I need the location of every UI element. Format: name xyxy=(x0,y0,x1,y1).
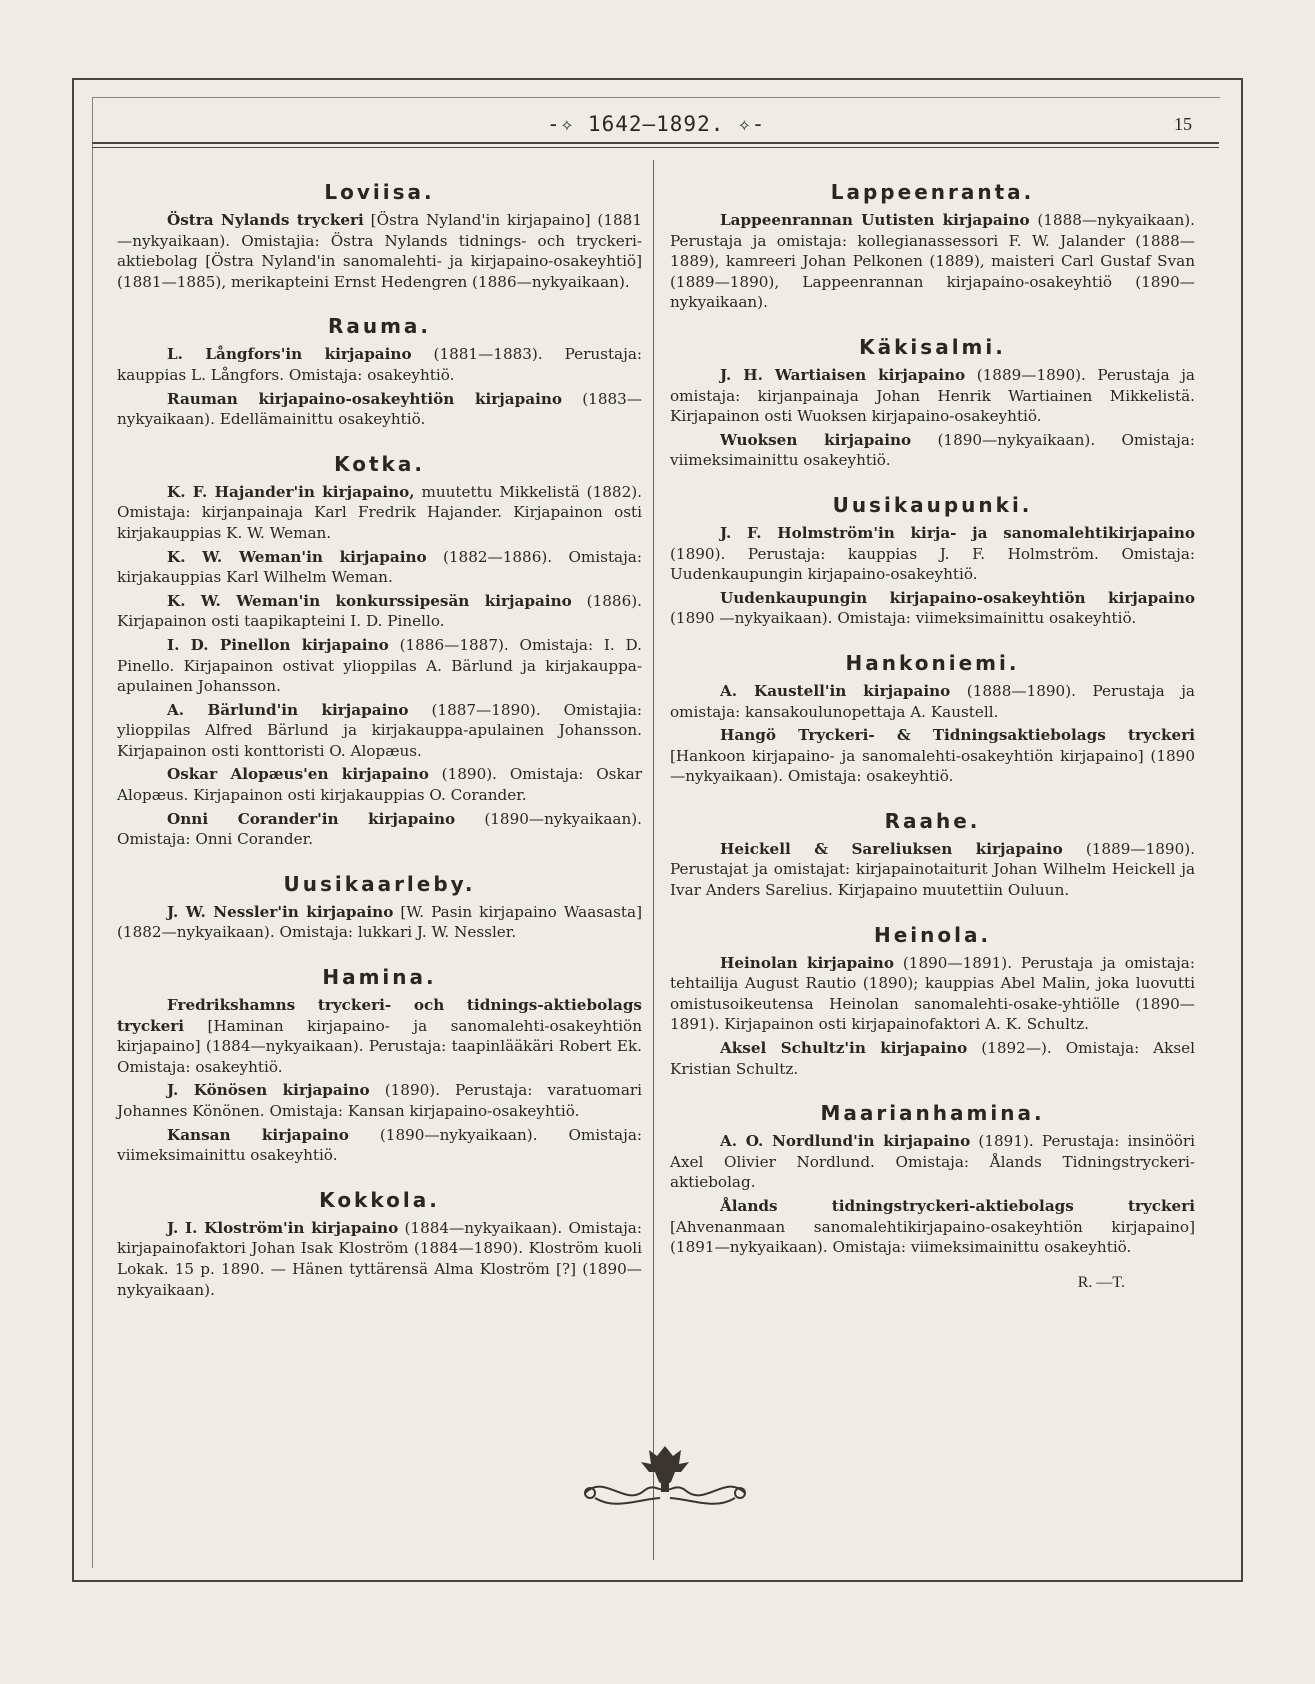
entry-text: (1886). Kirjapainon osti taapikapteini I. D. Pinello. xyxy=(117,591,642,631)
entry-text: (1888—nykyaikaan). Perustaja ja omistaja: kollegianassessori F. W. Jalander (1888—1889), kamreeri Johan Pelkonen (1889), maisteri Carl Gustaf Svan (1889—1890), Lappeenrannan kirjapaino-osakeyhtiö (1890—nykyaikaan). xyxy=(670,211,1195,312)
printer-name: Lappeenrannan Uutisten kirjapaino xyxy=(720,211,1030,229)
right-column xyxy=(670,172,1195,1292)
section-title: Kotka. xyxy=(334,451,425,476)
eagle-ornament-icon xyxy=(565,1438,765,1518)
entry-text: (1886—1887). Omistaja: I. D. Pinello. Kirjapainon ostivat ylioppilas A. Bärlund ja kirjakauppa-apulainen Johansson. xyxy=(117,635,643,696)
author-signature: R. —T. xyxy=(1077,1273,1125,1291)
entry-text: [W. Pasin kirjapaino Waasasta] (1882—nykyaikaan). Omistaja: lukkari J. W. Nessler. xyxy=(117,902,642,942)
entry-text: (1890). Perustaja: kauppias J. F. Holmström. Omistaja: Uudenkaupungin kirjapaino-osakeyhtiö. xyxy=(670,544,1195,584)
section-title: Hamina. xyxy=(322,965,437,990)
page-number: 15 xyxy=(1174,114,1192,134)
printer-entry xyxy=(117,389,642,430)
printer-entry xyxy=(117,482,642,544)
left-column xyxy=(117,172,642,1303)
printer-entry xyxy=(670,681,1195,722)
printer-entry xyxy=(117,700,642,762)
entry-text: (1890—nykyaikaan). Omistaja: viimeksimainittu osakeyhtiö. xyxy=(117,1125,642,1165)
entry-text: (1890 —nykyaikaan). Omistaja: viimeksimainittu osakeyhtiö. xyxy=(670,609,1137,628)
printer-entry xyxy=(117,344,642,385)
entry-text: (1883—nykyaikaan). Edellämainittu osakeyhtiö. xyxy=(117,389,642,429)
entry-text: (1888—1890). Perustaja ja omistaja: kansakoulunopettaja A. Kaustell. xyxy=(670,681,1195,721)
section-title: Hankoniemi. xyxy=(845,650,1020,675)
printer-entry xyxy=(670,725,1195,787)
printer-entry xyxy=(670,1131,1195,1193)
entry-text: [Ahvenanmaan sanomalehtikirjapaino-osakeyhtiön kirjapaino] (1891—nykyaikaan). Omistaja: viimeksimainittu osakeyhtiö. xyxy=(670,1217,1195,1257)
entry-text: (1882—1886). Omistaja: kirjakauppias Karl Wilhelm Weman. xyxy=(117,547,642,587)
entry-text: (1890). Omistaja: Oskar Alopæus. Kirjapainon osti kirjakauppias O. Corander. xyxy=(117,765,642,805)
printer-name: I. D. Pinellon kirjapaino xyxy=(167,635,389,654)
printer-entry xyxy=(670,430,1195,471)
printer-entry xyxy=(670,523,1195,585)
printer-entry xyxy=(117,902,642,943)
printer-entry xyxy=(670,1196,1195,1258)
entry-text: (1890—1891). Perustaja ja omistaja: tehtailija August Rautio (1890); kauppias Abel Malin, joka luovutti omistusoikeutensa Heinolan sanomalehti-osake-yhtiölle (1890—1891). Kirjapainon osti kirjapainofaktori A. K. Schultz. xyxy=(670,953,1195,1034)
section-title: Loviisa. xyxy=(324,180,435,204)
printer-name: Rauman kirjapaino-osakeyhtiön kirjapaino xyxy=(167,389,563,408)
printer-name: A. O. Nordlund'in kirjapaino xyxy=(720,1132,971,1151)
printer-name: Onni Corander'in kirjapaino xyxy=(167,809,456,828)
entry-text: (1884—nykyaikaan). Omistaja: kirjapainofaktori Johan Isak Kloström (1884—1890). Kloström kuoli Lokak. 15 p. 1890. — Hänen tyttärensä Alma Kloström [?] (1890—nykyaikaan). xyxy=(117,1218,642,1299)
printer-name: J. W. Nessler'in kirjapaino xyxy=(167,902,394,921)
printer-entry xyxy=(117,764,642,805)
section-title: Lappeenranta. xyxy=(830,180,1035,204)
entry-text: (1890—nykyaikaan). Omistaja: viimeksimainittu osakeyhtiö. xyxy=(670,430,1195,470)
printer-entry xyxy=(117,1125,642,1166)
printer-name: J. Könösen kirjapaino xyxy=(167,1081,370,1100)
printer-name: A. Bärlund'in kirjapaino xyxy=(167,700,409,719)
printer-name: L. Långfors'in kirjapaino xyxy=(167,345,412,364)
entry-text: muutettu Mikkelistä (1882). Omistaja: kirjanpainaja Karl Fredrik Hajander. Kirjapainon osti kirjakauppias K. W. Weman. xyxy=(117,482,642,542)
printer-entry xyxy=(670,839,1195,901)
printer-entry xyxy=(670,588,1195,629)
running-title: -✧ 1642—1892. ✧- xyxy=(547,112,766,136)
printer-name: J. F. Holmström'in kirja- ja sanomalehtikirjapaino xyxy=(720,523,1195,542)
printer-name: Heinolan kirjapaino xyxy=(720,953,894,972)
printer-name: K. W. Weman'in kirjapaino xyxy=(167,547,427,566)
entry-text: (1890—nykyaikaan). Omistaja: Onni Corander. xyxy=(117,809,642,849)
entry-text: [Östra Nyland'in kirjapaino] (1881—nykyaikaan). Omistajia: Östra Nylands tidnings- och tryckeri-aktiebolag [Östra Nyland'in sanomalehti- ja kirjapaino-osakeyhtiö] (1881—1885), merikapteini Ernst Hedengren (1886—nykyaikaan). xyxy=(117,211,642,291)
entry-text: (1890). Perustaja: varatuomari Johannes Könönen. Omistaja: Kansan kirjapaino-osakeyhtiö. xyxy=(117,1081,642,1120)
printer-entry xyxy=(117,995,642,1077)
entry-text: (1892—). Omistaja: Aksel Kristian Schultz. xyxy=(670,1039,1195,1078)
section-title: Raahe. xyxy=(884,808,981,833)
printer-name: Östra Nylands tryckeri xyxy=(167,211,364,229)
entry-text: (1891). Perustaja: insinööri Axel Olivier Nordlund. Omistaja: Ålands Tidningstryckeri-aktiebolag. xyxy=(670,1132,1195,1192)
entry-text: (1889—1890). Perustaja ja omistaja: kirjanpainaja Johan Henrik Wartiainen Mikkelistä. Kirjapainon osti Wuoksen kirjapaino-osakeyhtiö. xyxy=(670,365,1195,426)
section-title: Käkisalmi. xyxy=(859,334,1006,359)
section-title: Kokkola. xyxy=(319,1187,440,1212)
section-title: Rauma. xyxy=(327,314,432,339)
header-rule-thin xyxy=(92,147,1219,148)
printer-name: Wuoksen kirjapaino xyxy=(720,430,912,449)
printer-entry xyxy=(670,210,1195,313)
printer-entry xyxy=(670,365,1195,427)
entry-text: [Haminan kirjapaino- ja sanomalehti-osakeyhtiön kirjapaino] (1884—nykyaikaan). Perustaja: taapinlääkäri Robert Ek. Omistaja: osakeyhtiö. xyxy=(117,1016,642,1076)
header-rule xyxy=(92,142,1219,144)
entry-text: (1889—1890). Perustajat ja omistajat: kirjapainotaiturit Johan Wilhelm Heickell ja Ivar Anders Sarelius. Kirjapaino muutettiin Ouluun. xyxy=(670,839,1195,900)
printer-name: Oskar Alopæus'en kirjapaino xyxy=(167,765,429,784)
printer-name: J. H. Wartiaisen kirjapaino xyxy=(720,365,966,384)
entry-text: (1881—1883). Perustaja: kauppias L. Långfors. Omistaja: osakeyhtiö. xyxy=(117,345,642,384)
printer-entry xyxy=(117,1218,642,1300)
printer-name: Aksel Schultz'in kirjapaino xyxy=(720,1039,968,1058)
section-title: Uusikaarleby. xyxy=(283,871,476,896)
printer-entry xyxy=(670,1038,1195,1079)
entry-text: [Hankoon kirjapaino- ja sanomalehti-osakeyhtiön kirjapaino] (1890 —nykyaikaan). Omistaja: osakeyhtiö. xyxy=(670,746,1195,786)
printer-name: K. W. Weman'in konkurssipesän kirjapaino xyxy=(167,591,572,610)
printer-entry xyxy=(670,953,1195,1035)
section-title: Heinola. xyxy=(873,922,992,947)
page-header xyxy=(92,104,1192,144)
printer-entry xyxy=(117,547,642,588)
printer-name: J. I. Kloström'in kirjapaino xyxy=(167,1218,399,1237)
column-divider xyxy=(653,160,654,1560)
printer-name: A. Kaustell'in kirjapaino xyxy=(720,681,951,700)
printer-entry xyxy=(117,635,642,697)
printer-entry xyxy=(117,809,642,850)
printer-entry xyxy=(117,1080,642,1121)
printer-name: Hangö Tryckeri- & Tidningsaktiebolags tryckeri xyxy=(720,726,1195,745)
printer-entry xyxy=(117,210,642,292)
printer-name: Fredrikshamns tryckeri- och tidnings-aktiebolags tryckeri xyxy=(117,996,642,1035)
printer-entry xyxy=(117,591,642,632)
printer-name: K. F. Hajander'in kirjapaino, xyxy=(167,482,415,501)
section-title: Uusikaupunki. xyxy=(832,492,1033,517)
printer-name: Heickell & Sareliuksen kirjapaino xyxy=(720,839,1063,858)
printer-name: Uudenkaupungin kirjapaino-osakeyhtiön kirjapaino xyxy=(720,588,1195,607)
printer-name: Kansan kirjapaino xyxy=(167,1125,349,1144)
printer-name: Ålands tidningstryckeri-aktiebolags tryckeri xyxy=(720,1197,1195,1215)
section-title: Maarianhamina. xyxy=(820,1101,1045,1126)
entry-text: (1887—1890). Omistajia: ylioppilas Alfred Bärlund ja kirjakauppa-apulainen Johansson. Kirjapainon osti konttoristi O. Alopæus. xyxy=(117,700,642,760)
